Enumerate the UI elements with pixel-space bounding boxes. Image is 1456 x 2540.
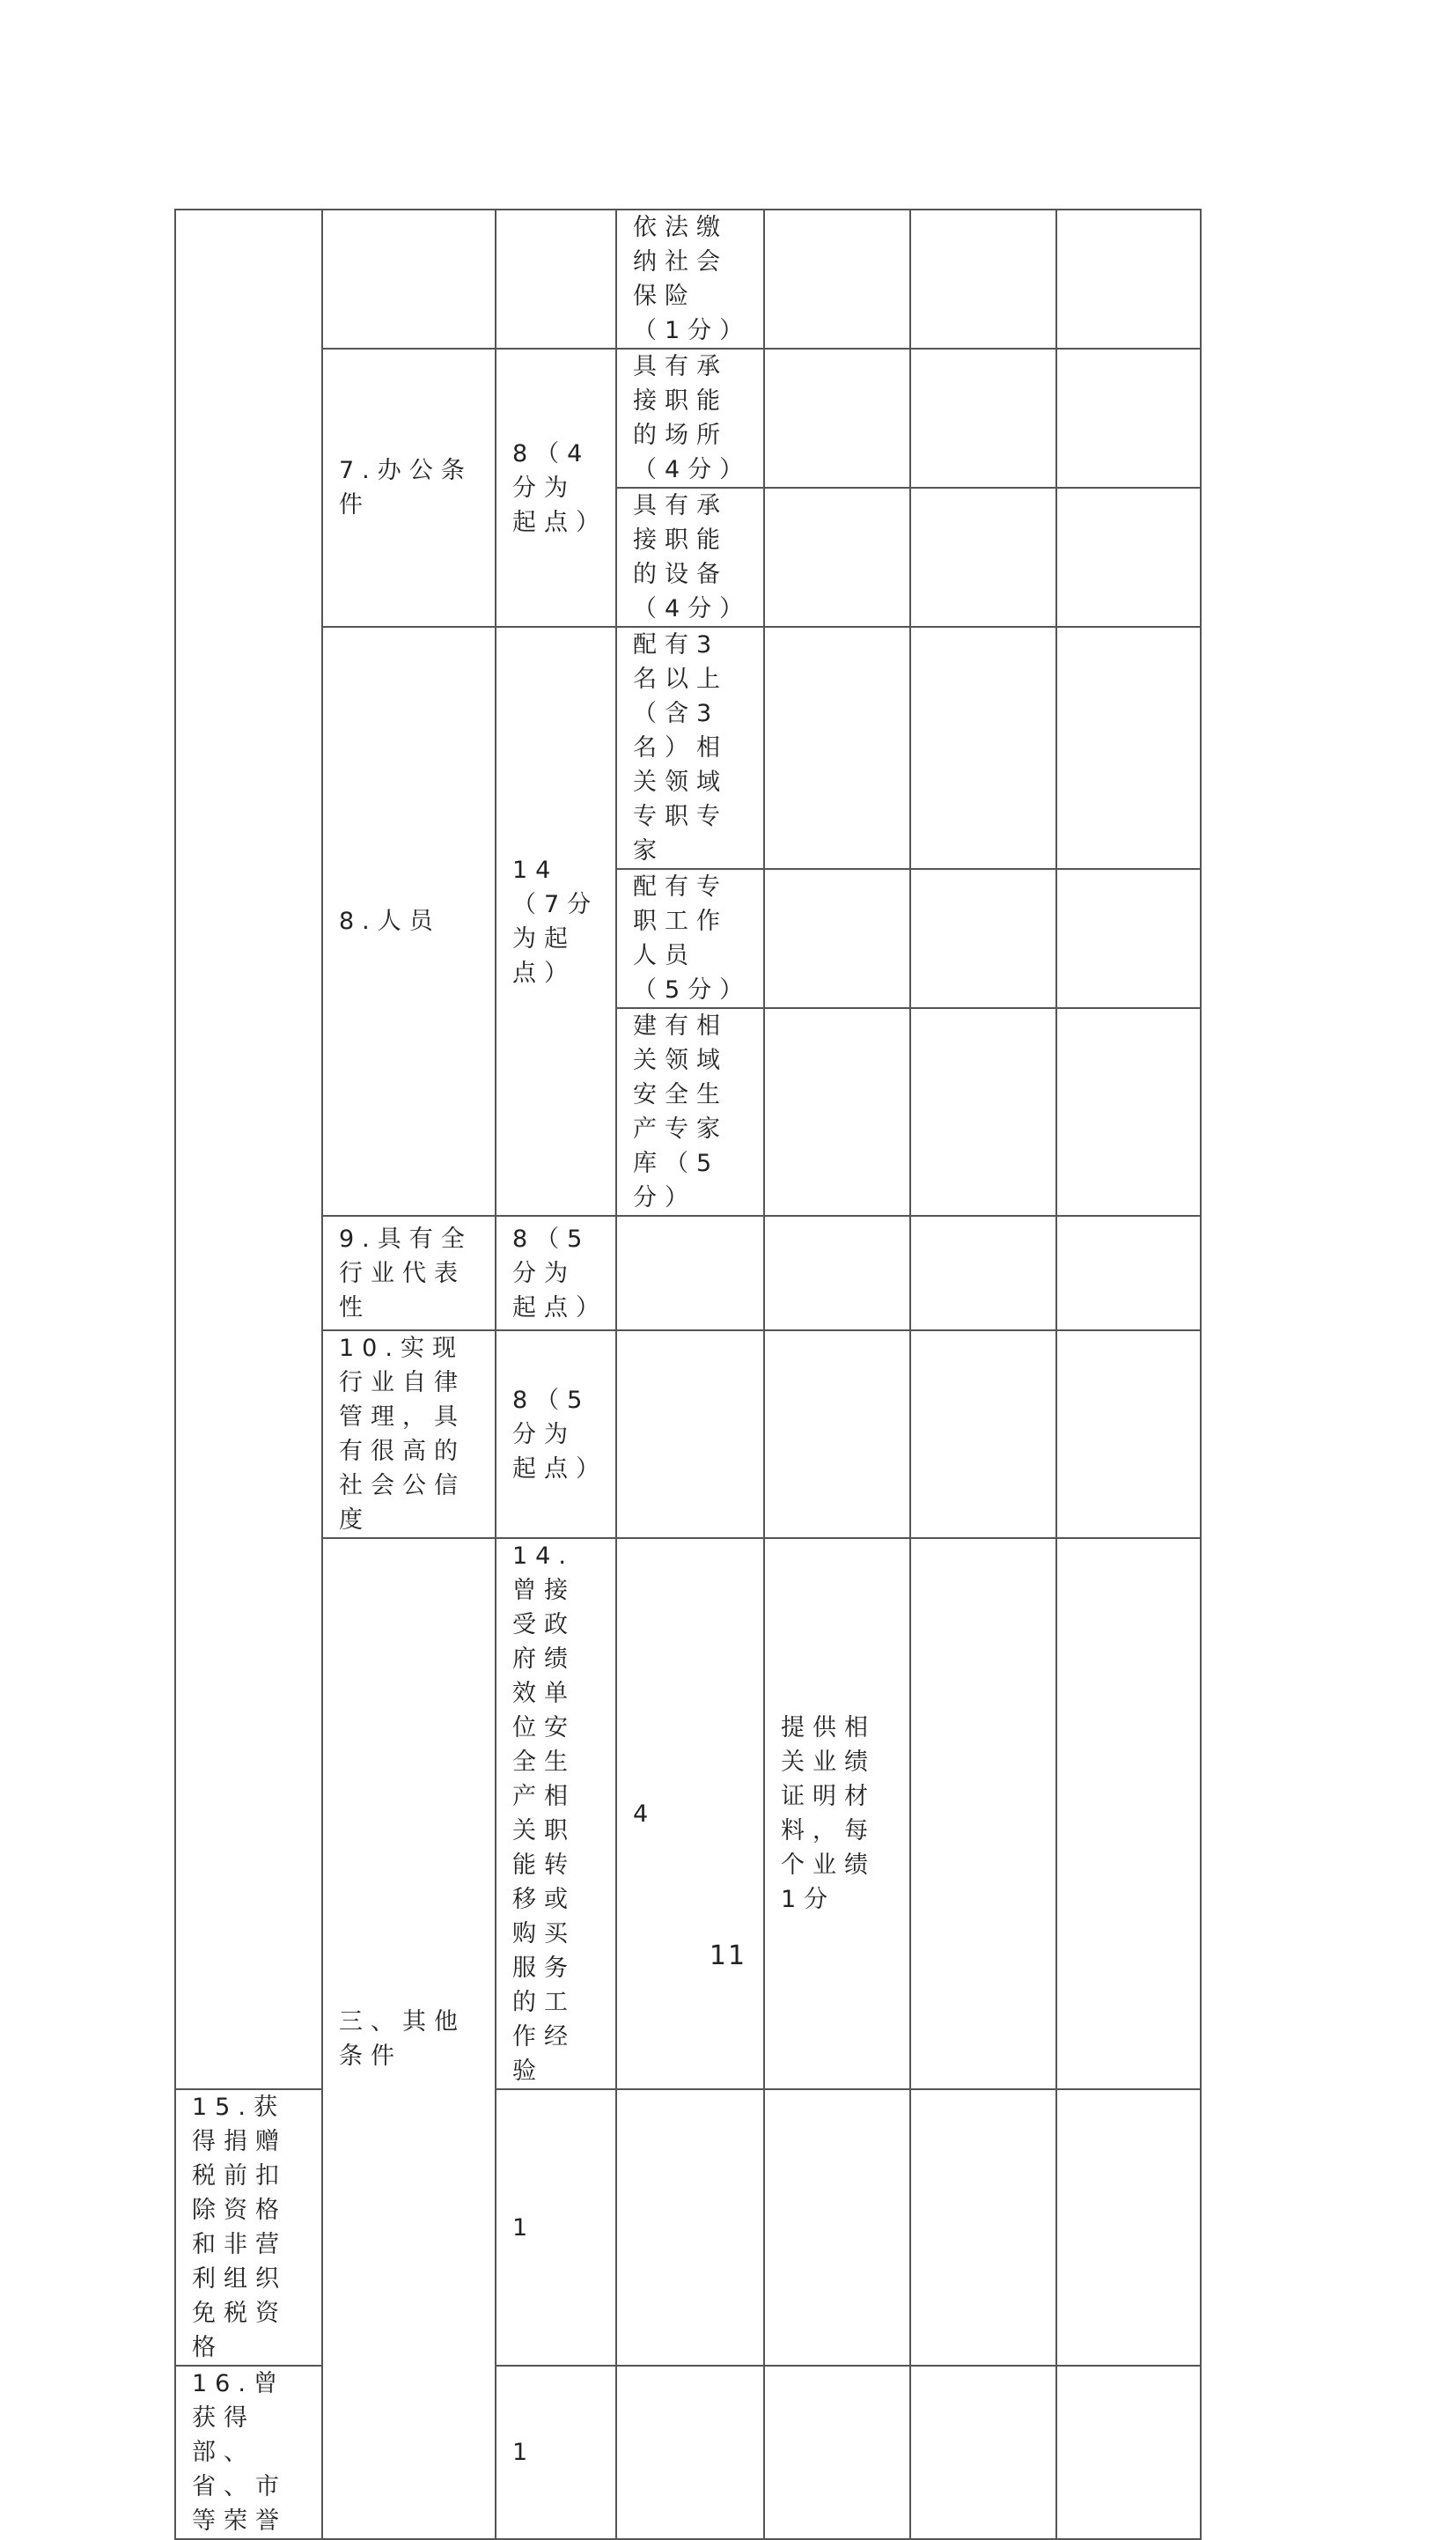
blank-cell bbox=[910, 869, 1056, 1008]
score-cell: 1 bbox=[496, 2366, 616, 2539]
item-cell: 15.获得捐赠税前扣除资格和非营利组织免税资格 bbox=[175, 2089, 322, 2366]
blank-cell bbox=[1056, 2366, 1201, 2539]
blank-cell bbox=[910, 2089, 1056, 2366]
criteria-cell bbox=[616, 2366, 764, 2539]
blank-cell bbox=[764, 627, 910, 869]
blank-cell bbox=[1056, 627, 1201, 869]
blank-cell bbox=[1056, 1216, 1201, 1330]
blank-cell bbox=[1056, 488, 1201, 627]
table-row bbox=[175, 349, 1201, 488]
blank-cell bbox=[1056, 2089, 1201, 2366]
item-cell: 14.曾接受政府绩效单位安全生产相关职能转移或购买服务的工作经验 bbox=[496, 1538, 616, 2089]
item-cell: 7.办公条件 bbox=[322, 349, 496, 627]
blank-cell bbox=[910, 488, 1056, 627]
blank-cell bbox=[910, 210, 1056, 349]
blank-cell bbox=[910, 1216, 1056, 1330]
blank-cell bbox=[764, 869, 910, 1008]
item-cell bbox=[322, 210, 496, 349]
criteria-cell: 依法缴纳社会保险（1分） bbox=[616, 210, 764, 349]
blank-cell bbox=[764, 1216, 910, 1330]
criteria-cell bbox=[616, 1330, 764, 1538]
table-row bbox=[175, 1538, 1201, 2089]
blank-cell bbox=[764, 1008, 910, 1216]
blank-cell bbox=[764, 488, 910, 627]
criteria-cell bbox=[616, 2089, 764, 2366]
table-row bbox=[175, 1216, 1201, 1330]
blank-cell bbox=[1056, 349, 1201, 488]
table-row bbox=[175, 1330, 1201, 1538]
blank-cell bbox=[910, 2366, 1056, 2539]
criteria-cell: 具有承接职能的场所（4分） bbox=[616, 349, 764, 488]
blank-cell bbox=[1056, 1008, 1201, 1216]
blank-cell bbox=[764, 210, 910, 349]
blank-cell bbox=[764, 1330, 910, 1538]
blank-cell bbox=[910, 1008, 1056, 1216]
category-cell: 三、其他条件 bbox=[322, 1538, 496, 2539]
table-row bbox=[175, 210, 1201, 349]
criteria-cell: 配有专职工作人员（5分） bbox=[616, 869, 764, 1008]
blank-cell bbox=[910, 627, 1056, 869]
score-cell: 8（4分为起点） bbox=[496, 349, 616, 627]
criteria-cell: 配有3名以上（含3名）相关领域专职专家 bbox=[616, 627, 764, 869]
item-cell: 8.人员 bbox=[322, 627, 496, 1216]
blank-cell bbox=[1056, 210, 1201, 349]
blank-cell bbox=[910, 1538, 1056, 2089]
blank-cell bbox=[1056, 869, 1201, 1008]
blank-cell bbox=[764, 349, 910, 488]
score-cell: 8（5分为起点） bbox=[496, 1330, 616, 1538]
item-cell: 16.曾获得部、省、市等荣誉 bbox=[175, 2366, 322, 2539]
criteria-cell bbox=[616, 1216, 764, 1330]
blank-cell bbox=[1056, 1538, 1201, 2089]
category-cell bbox=[175, 210, 322, 2089]
score-cell: 8（5分为起点） bbox=[496, 1216, 616, 1330]
criteria-cell: 建有相关领域安全生产专家库（5分） bbox=[616, 1008, 764, 1216]
score-cell: 14（7分为起点） bbox=[496, 627, 616, 1216]
criteria-cell: 提供相关业绩证明材料，每个业绩1分 bbox=[764, 1538, 910, 2089]
evaluation-table bbox=[174, 209, 1202, 2540]
page-number: 11 bbox=[709, 1940, 747, 1971]
criteria-cell: 具有承接职能的设备（4分） bbox=[616, 488, 764, 627]
score-cell: 1 bbox=[496, 2089, 616, 2366]
blank-cell bbox=[910, 1330, 1056, 1538]
item-cell: 10.实现行业自律管理，具有很高的社会公信度 bbox=[322, 1330, 496, 1538]
blank-cell bbox=[764, 2366, 910, 2539]
blank-cell bbox=[1056, 1330, 1201, 1538]
score-cell bbox=[496, 210, 616, 349]
blank-cell bbox=[764, 2089, 910, 2366]
item-cell: 9.具有全行业代表性 bbox=[322, 1216, 496, 1330]
table-row bbox=[175, 627, 1201, 869]
blank-cell bbox=[910, 349, 1056, 488]
score-cell: 4 bbox=[616, 1538, 764, 2089]
